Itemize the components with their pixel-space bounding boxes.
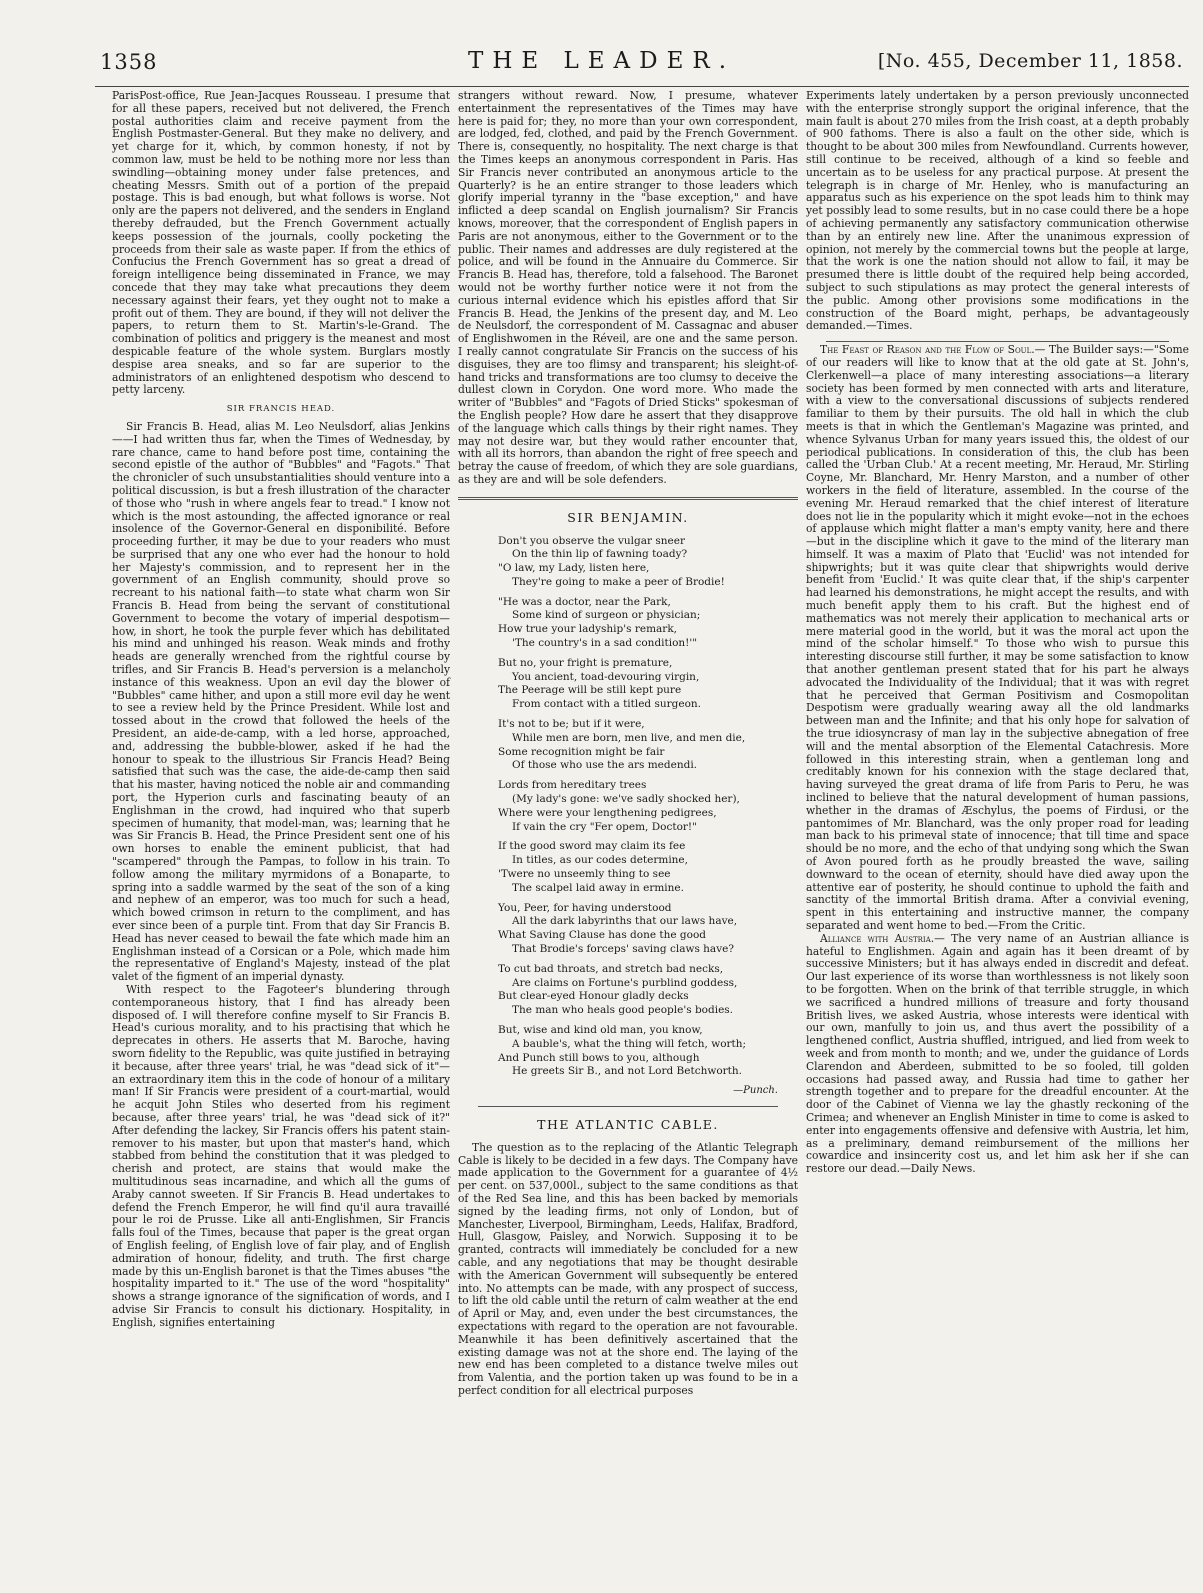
section-divider [826,341,1169,342]
poem-line: Lords from hereditary trees [498,779,647,792]
poem-line: While men are born, men live, and men die, [512,731,746,744]
poem-line: 'The country's in a sad condition!'" [512,637,698,650]
poem-line: If the good sword may claim its fee [498,840,686,853]
poem-line: If vain the cry "Fer opem, Doctor!" [512,820,697,833]
article-paragraph: Experiments lately undertaken by a person previously unconnected with the enterprise strongly support the original inference, that the main fault is about 270 miles from the Irish coast, at a depth probably of 900 fathoms. There is also a fault on the other side, which is thought to be about 300 miles from Newfoundland. Currents however, still continue to be received, although of a kind so feeble and uncertain as to be useless for any practical purpose. At present the telegraph is in charge of Mr. Henley, who is manufacturing an apparatus such as his experience on the spot leads him to think may yet possibly lead to some results, but in no case could there be a hope of achieving permanently any satisfactory communication otherwise than by an entirely new line. After the unanimous expression of opinion, not merely by the commercial towns but the people at large, that the work is one the nation should not allow to fail, it may be presumed there is little doubt of the required help being accorded, subject to such stipulations as may protect the general interests of the public. Among other provisions some modifications in the construction of the Board might, perhaps, be advantageously demanded.—Times. [806,89,1189,333]
poem-line: Some recognition might be fair [498,745,665,758]
atlantic-cable-heading: THE ATLANTIC CABLE. [537,1116,719,1132]
article-paragraph: ParisPost-office, Rue Jean-Jacques Rousseau. I presume that for all these papers, received but not delivered, the French postal authorities claim and receive payment from the English Postmaster-General. But they make no delivery, and yet charge for it, which, by common honesty, if not by common law, must be held to be nothing more nor less than swindling—obtaining money under false pretences, and cheating Messrs. Smith out of a portion of the prepaid postage. This is bad enough, but what follows is worse. Not only are the papers not delivered, and the senders in England thereby defrauded, but the French Government actually keeps possession of the journals, coolly pocketing the proceeds from their sale as waste paper. If from the ethics of Confucius the French Government has so great a dread of foreign intelligence being disseminated in France, we may concede that they may take what precautions they deem necessary against their fears, yet they ought not to make a profit out of them. They are bound, if they will not deliver the papers, to return them to St. Martin's-le-Grand. The combination of politics and priggery is the meanest and most despicable feature of the whole system. Burglars mostly despise area sneaks, and so far are superior to the administrators of an enlightened despotism who descend to petty larceny. [112,89,450,397]
column-middle [458,89,798,1397]
issue-info: [No. 455, December 11, 1858. [877,50,1183,72]
poem-line: And Punch still bows to you, although [498,1051,700,1064]
poem-line: "O law, my Lady, listen here, [498,562,650,575]
poem-line: The scalpel laid away in ermine. [512,881,684,894]
poem-title: SIR BENJAMIN. [567,509,689,525]
alliance-with-austria-text: The very name of an Austrian alliance is hateful to Englishmen. Again and again has it been dreamt of by successive Ministers; but it has always ended in discredit and defeat. Our last experience of its worse than worthlessness is not likely soon to be forgotten. When on the brink of that terrible struggle, in which we sacrificed a hundred millions of treasure and forty thousand British lives, we asked Austria, whose interests were identical with our own, manfully to join us, and thus avert the possibility of a lengthened conflict, Austria shuffled, intrigued, and lied from week to week and from month to month; and we, under the guidance of Lords Clarendon and Aberdeen, submitted to be so fooled, till golden occasions had passed away, and Russia had time to gather her strength together and to prepare for the dreadful encounter. At the door of the Cabinet of Vienna we lay the ghastly reckoning of the Crimea; and whenever an English Minister in time to come is asked to enter into engagements offensive and defensive with Austria, let him, as a preliminary, demand reimbursement of the millions her cowardice and insincerity cost us, and let him ask her if she can restore our dead.—Daily News. [806,931,1189,1176]
poem-line: Some kind of surgeon or physician; [512,609,701,622]
poem-stanza [498,1024,798,1079]
poem-stanza [498,657,798,712]
poem-line: (My lady's gone: we've sadly shocked her), [512,793,740,806]
section-divider [478,1106,778,1107]
poem-line: The man who heals good people's bodies. [512,1004,734,1017]
poem-line: It's not to be; but if it were, [498,718,645,731]
poem-line: The Peerage will be still kept pure [498,684,682,697]
feast-of-reason-text: The Builder says:—"Some of our readers will like to know that at the old gate at St. John's, Clerkenwell—a place of many interesting associations—a literary society has been formed by men connected with arts and literature, with a view to the conversational discussions of subjects rendered familiar to them by their pursuits. The old hall in which the club meets is that in which the Gentleman's Magazine was printed, and whence Sylvanus Urban for many years issued this, the oldest of our periodical publications. In consideration of this, the club has been called the 'Urban Club.' At a recent meeting, Mr. Heraud, Mr. Stirling Coyne, Mr. Blanchard, Mr. Henry Marston, and a number of other workers in the field of literature, assembled. In the course of the evening Mr. Heraud remarked that the chief interest of literature does not lie in the popularity which it might evoke—not in the echoes of applause which might flatter a man's empty vanity, here and there—but in the discipline which it gave to the mind of the literary man himself. It was a maxim of Plato that 'Euclid' was not intended for shipwrights; but it was quite clear that shipwrights would derive benefit from 'Euclid.' It was quite clear that, if the ship's carpenter had learned his demonstrations, he might accept the results, and with much benefit apply them to his craft. But the highest end of mathematics was not merely their application to mechanical arts or mere material good in the world, but it was the moral act upon the mind of the scholar himself." To those who wish to pursue this interesting discourse still further, it may be some satisfaction to know that another gentleman present stated that for his part he always advocated the Individuality of the Individual; that it was with regret that he perceived that German Positivism and Cosmopolitan Despotism were gradually wearing away all the old landmarks between man and the Infinite; and that his only hope for salvation of the true idiosyncrasy of man lay in the subjective abnegation of free will and the mental absorption of the Elemental Catachresis. More followed in this interesting strain, when a gentleman long and creditably known for his connexion with the stage declared that, having surveyed the great drama of life from Paris to Peru, he was inclined to believe that the natural development of human passions, whether in the dramas of Æschylus, the poems of Firdusi, or the pantomimes of Mr. Blanchard, was the only proper road for leading man back to his primeval state of innocence; that till time and space should be no more, and the echo of that undying song which the Swan of Avon poured forth as he proudly breasted the wave, sailing downward to the ocean of eternity, should have died away upon the attentive ear of posterity, he should continue to uphold the faith and sanctity of the immortal British drama. After a convivial evening, spent in this entertaining and instructive manner, the company separated and went home to bed.—From the Critic. [806,343,1189,932]
feast-of-reason-lead: The Feast of Reason and the Flow of Soul.— [820,343,1046,357]
article-paragraph-alliance-with-austria [806,933,1189,1176]
poem-line: But clear-eyed Honour gladly decks [498,990,689,1003]
poem-line: He greets Sir B., and not Lord Betchworth. [512,1065,742,1078]
poem-line: Where were your lengthening pedigrees, [498,806,717,819]
column-left [112,90,450,1390]
poem-line: Don't you observe the vulgar sneer [498,534,685,547]
section-heading-sir-francis-head: SIR FRANCIS HEAD. [226,404,336,415]
page-header [0,0,1203,74]
masthead-title: THE LEADER. [467,48,736,74]
poem-line: What Saving Clause has done the good [498,929,707,942]
poem-line: How true your ladyship's remark, [498,623,678,636]
header-rule [95,86,1189,87]
poem-line: Of those who use the ars medendi. [512,759,698,772]
poem-stanza [498,718,798,773]
poem-stanza [498,840,798,895]
poem-line: But no, your fright is premature, [498,656,673,669]
article-paragraph: strangers without reward. Now, I presume, whatever entertainment the representatives of the Times may have here is paid for; they, no more than your own correspondent, are lodged, fed, clothed, and paid by the French Government. There is, consequently, no hospitality. The next charge is that the Times keeps an anonymous correspondent in Paris. Has Sir Francis never contributed an anonymous article to the Quarterly? is he an entire stranger to those leaders which glorify imperial tyranny in the "base exception," and have inflicted a deep scandal on English journalism? Sir Francis knows, moreover, that the correspondent of English papers in Paris are not anonymous, either to the Government or to the public. Their names and addresses are duly registered at the police, and will be found in the Annuaire du Commerce. Sir Francis B. Head has, therefore, told a falsehood. The Baronet would not be worthy further notice were it not from the curious internal evidence which his epistles afford that Sir Francis B. Head, the Jenkins of the present day, and M. Leo de Neulsdorf, the correspondent of M. Cassagnac and abuser of Englishwomen in the Réveil, are one and the same person. I really cannot congratulate Sir Francis on the success of his disguises, they are too flimsy and transparent; his sleight-of-hand tricks and transformations are too clumsy to deceive the dullest clown in Corydon. One word more. Who made the writer of "Bubbles" and "Fagots of Dried Sticks" spokesman of the English people? How dare he assert that they disapprove of the language which calls things by their right names. They may not desire war, but they would rather encounter that, with all its horrors, than abandon the right of free speech and betray the cause of freedom, of which they are sole guardians, as they are and will be sole defenders. [458,89,798,486]
article-paragraph-feast-of-reason [806,344,1189,933]
poem-line: A bauble's, what the thing will fetch, worth; [512,1037,747,1050]
poem-line: You, Peer, for having understood [498,901,672,914]
poem-line: 'Twere no unseemly thing to see [498,868,671,881]
article-paragraph: Sir Francis B. Head, alias M. Leo Neulsdorf, alias Jenkins——I had written thus far, when the Times of Wednesday, by rare chance, came to hand before post time, containing the second epistle of the author of "Bubbles" and "Fagots." That the chronicler of such unsubstantialities should venture into a political discussion, is but a fresh illustration of the character of those who "rush in where angels fear to tread." I know not which is the most astounding, the affected ignorance or real insolence of the Governor-General en disponibilité. Before proceeding further, it may be due to your readers who must be surprised that any one who ever had the honour to hold her Majesty's commission, and to represent her in the government of an English community, should prove so recreant to his national faith—to state what charm won Sir Francis B. Head from being the servant of constitutional Government to become the votary of imperial despotism—how, in short, he took the purple fever which has debilitated his mind and unhinged his reason. Weak minds and frothy heads are generally wrenched from the rightful course by trifles, and Sir Francis B. Head's perversion is a melancholy instance of this weakness. Upon an evil day the blower of "Bubbles" came hither, and upon a still more evil day he went to see a review held by the Prince President. While lost and tossed about in the crowd that followed the heels of the President, an aide-de-camp, with a led horse, approached, and, addressing the bubble-blower, asked if he had the honour to speak to the illustrious Sir Francis Head? Being satisfied that such was the case, the aide-de-camp then said that his master, having noticed the noble air and commanding port, the Hyperion curls and fascinating beauty of an Englishman in the crowd, had inquired who that superb specimen of humanity, that model-man, was; learning that he was Sir Francis B. Head, the Prince President sent one of his own horses to enable the eminent publicist, that had "scampered" through the Pampas, to follow in his train. To follow among the military myrmidons of a Bonaparte, to spring into a saddle warmed by the seat of the son of a king and nephew of an emperor, was too much for such a head, which bowed crimson in return to the compliment, and has ever since been of a purple tint. From that day Sir Francis B. Head has never ceased to bewail the fate which made him an Englishman instead of a Corsican or a Pole, which made him the representative of England's Majesty, instead of the plat valet of the figment of an imperial dynasty. [112,419,450,984]
poem-stanza [498,596,798,651]
poem-stanza [498,963,798,1018]
poem-line: In titles, as our codes determine, [512,854,688,867]
poem-body [498,535,798,1080]
section-divider [458,497,798,500]
poem-line: "He was a doctor, near the Park, [498,595,671,608]
poem-stanza [498,535,798,590]
alliance-with-austria-lead: Alliance with Austria.— [820,931,945,945]
poem-line: But, wise and kind old man, you know, [498,1024,703,1036]
poem-line: They're going to make a peer of Brodie! [512,575,725,588]
poem-line: From contact with a titled surgeon. [512,698,702,711]
article-paragraph: The question as to the replacing of the Atlantic Telegraph Cable is likely to be decided in a few days. The Company have made application to the Government for a guarantee of 4½ per cent. on 537,000l., subject to the same conditions as that of the Red Sea line, and this has been backed by memorials signed by the leading firms, not only of London, but of Manchester, Liverpool, Birmingham, Leeds, Halifax, Bradford, Hull, Glasgow, Paisley, and Norwich. Supposing it to be granted, contracts will immediately be concluded for a new cable, and any negotiations that may be thought desirable with the American Government will subsequently be entered into. No attempts can be made, with any prospect of success, to lift the old cable until the return of calm weather at the end of April or May, and, even under the best circumstances, the expectations with regard to the operation are not favourable. Meanwhile it has been definitively ascertained that the existing damage was not at the shore end. The laying of the new end has been completed to a distance twelve miles out from Valentia, and the portion taken up was found to be in a perfect condition for all electrical purposes [458,1140,798,1397]
poem-stanza [498,779,798,834]
poem-attribution: —Punch. [733,1085,778,1097]
poem-line: To cut bad throats, and stretch bad necks, [498,962,724,975]
poem-line: On the thin lip of fawning toady? [512,548,688,561]
poem-line: Are claims on Fortune's purblind goddess, [512,976,738,989]
poem-line: All the dark labyrinths that our laws have, [512,915,738,928]
poem-line: That Brodie's forceps' saving claws have? [512,943,734,956]
article-paragraph: With respect to the Fagoteer's blundering through contemporaneous history, that I find has already been disposed of. I will therefore confine myself to Sir Francis B. Head's curious morality, and to his practising that which he deprecates in others. He asserts that M. Baroche, having sworn fidelity to the Republic, was quite justified in betraying it because, after three years' trial, he was "dead sick of it"—an extraordinary item this in the code of honour of a military man! If Sir Francis were president of a court-martial, would he acquit John Stiles who deserted from his regiment because, after three years' trial, he was "dead sick of it?" After defending the lackey, Sir Francis offers his patent stain-remover to his master, but upon that master's hand, which stabbed from behind the constitution that it was pledged to cherish and protect, are stains that would make the multitudinous seas incarnadine, and which all the gums of Araby cannot sweeten. If Sir Francis B. Head undertakes to defend the French Emperor, he will find qu'il aura travaillé pour le roi de Prusse. Like all anti-Englishmen, Sir Francis falls foul of the Times, because that paper is the great organ of English feeling, of English love of fair play, and of English admiration of honour, fidelity, and truth. The first charge made by this un-English baronet is that the Times abuses "the hospitality imparted to it." The use of the word "hospitality" shows a strange ignorance of the signification of words, and I advise Sir Francis to consult his dictionary. Hospitality, in English, signifies entertaining [112,982,450,1329]
page-number: 1358 [100,50,158,74]
poem-line: You ancient, toad-devouring virgin, [512,670,700,683]
poem-stanza [498,902,798,957]
column-right [806,90,1189,1350]
